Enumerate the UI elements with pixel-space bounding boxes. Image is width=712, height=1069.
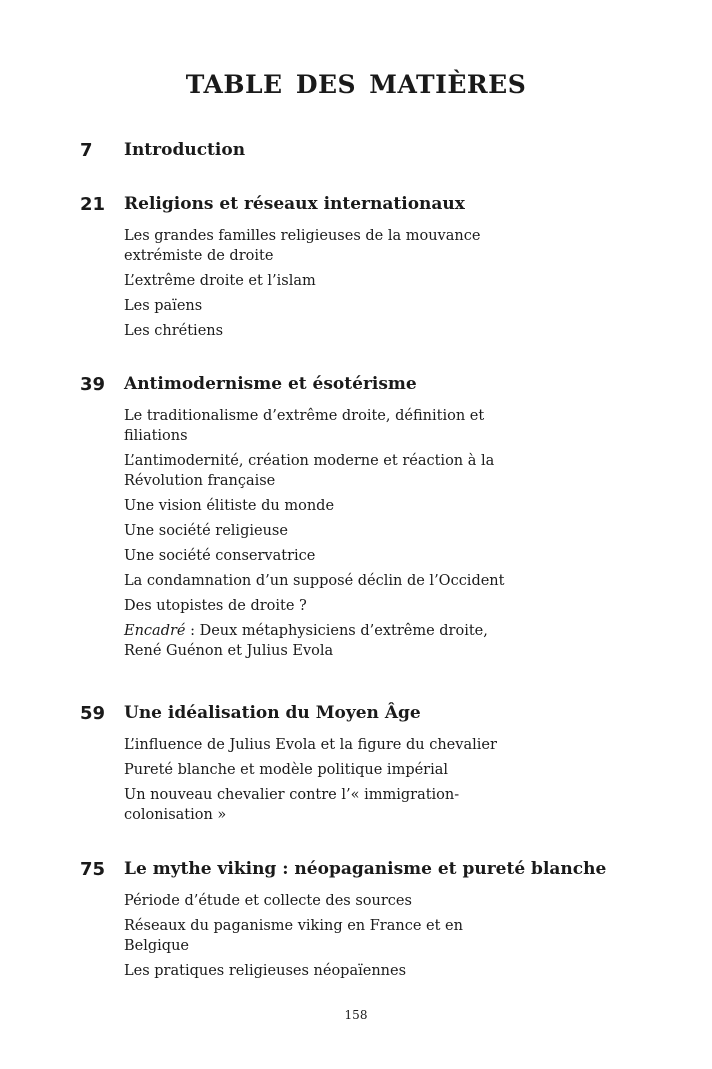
section-entry: Pureté blanche et modèle politique impérial <box>124 762 449 778</box>
chapter-page-number: 39 <box>80 374 106 395</box>
chapter-page-number: 59 <box>80 703 106 724</box>
section-list <box>124 735 680 825</box>
section-entry: L’influence de Julius Evola et la figure du chevalier <box>124 737 497 753</box>
chapter-title: Antimodernisme et ésotérisme <box>124 374 417 394</box>
page-title: TABLE DES MATIÈRES <box>185 70 527 99</box>
section-list <box>124 406 680 661</box>
section-entry: Le traditionalisme d’extrême droite, définition et filiations <box>124 408 485 444</box>
section-entry: Les pratiques religieuses néopaïennes <box>124 963 407 979</box>
encadre-text: Deux métaphysiciens d’extrême droite, René Guénon et Julius Evola <box>124 623 488 659</box>
section-entry: Période d’étude et collecte des sources <box>124 893 412 909</box>
toc-chapter-introduction <box>80 140 680 166</box>
chapter-title: Religions et réseaux internationaux <box>124 194 465 214</box>
toc-chapter-moyen-age <box>80 703 680 830</box>
chapter-title: Une idéalisation du Moyen Âge <box>124 703 421 723</box>
chapter-page-number: 75 <box>80 859 106 880</box>
section-entry: Un nouveau chevalier contre l’« immigration-colonisation » <box>124 787 460 823</box>
section-entry: Une société conservatrice <box>124 548 316 564</box>
section-entry: Les païens <box>124 298 203 314</box>
section-entry: Réseaux du paganisme viking en France et en Belgique <box>124 918 463 954</box>
chapter-title: Introduction <box>124 140 246 160</box>
section-entry: Des utopistes de droite ? <box>124 598 307 614</box>
section-entry: Une vision élitiste du monde <box>124 498 335 514</box>
page-number: 158 <box>344 1008 368 1022</box>
chapter-page-number: 7 <box>80 140 93 161</box>
section-list <box>124 891 680 981</box>
section-entry: Les chrétiens <box>124 323 224 339</box>
toc-chapter-religions <box>80 194 680 346</box>
section-entry: L’antimodernité, création moderne et réaction à la Révolution française <box>124 453 495 489</box>
section-list <box>124 226 680 341</box>
section-entry: L’extrême droite et l’islam <box>124 273 316 289</box>
encadre-label: Encadré <box>124 623 186 639</box>
toc-chapter-viking <box>80 859 680 986</box>
chapter-title: Le mythe viking : néopaganisme et pureté blanche <box>124 859 607 879</box>
chapter-page-number: 21 <box>80 194 106 215</box>
section-entry-encadre <box>124 621 524 661</box>
toc-chapter-antimodernisme <box>80 374 680 666</box>
encadre-separator: : <box>185 623 200 639</box>
section-entry: Les grandes familles religieuses de la mouvance extrémiste de droite <box>124 228 481 264</box>
section-entry: La condamnation d’un supposé déclin de l’Occident <box>124 573 505 589</box>
section-entry: Une société religieuse <box>124 523 288 539</box>
